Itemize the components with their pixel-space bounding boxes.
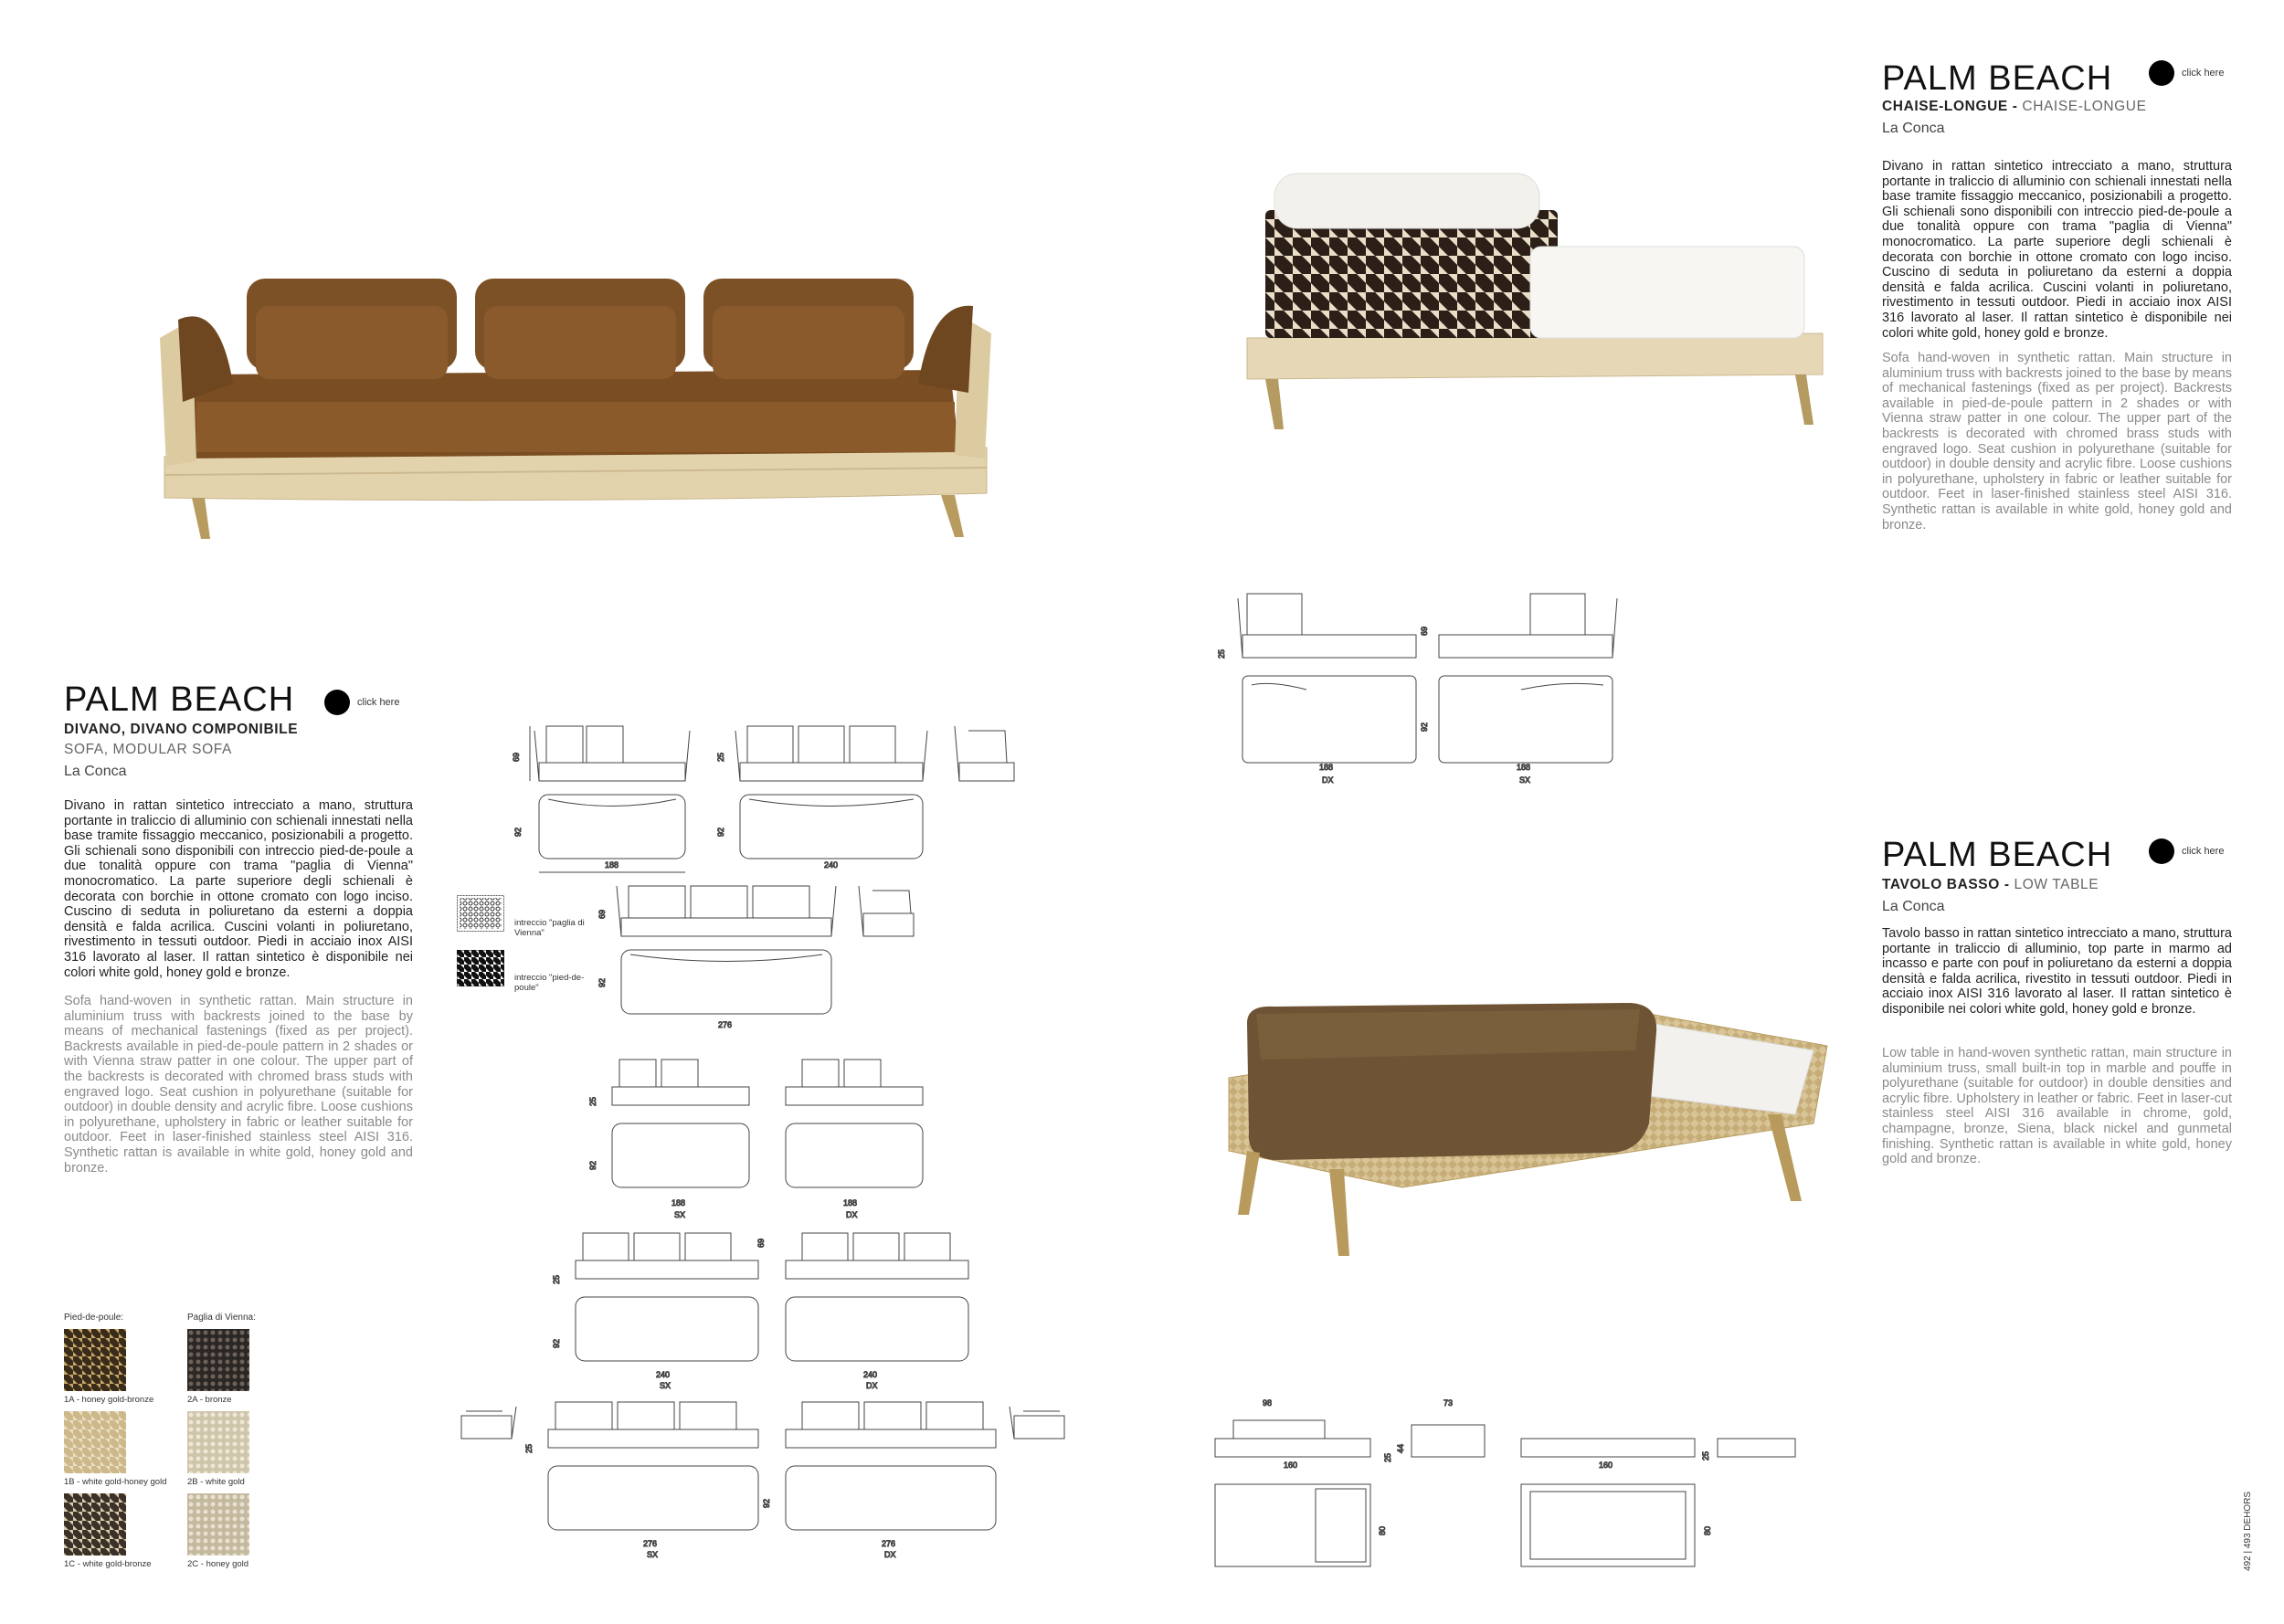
drawing-188-sx [612,1060,749,1187]
weave-pied-label: intreccio "pied-de-poule" [514,973,585,993]
dim-25-b: 25 [588,1096,597,1106]
dim-188-c: 188 [843,1198,858,1207]
sofa-click-label: click here [357,697,400,708]
dim-25-c: 25 [552,1274,561,1284]
drawing-chaise-dx-plan [1242,676,1416,763]
drawing-276-sx [548,1402,758,1530]
drawing-pouf-plan [1521,1484,1695,1566]
table-click-label: click here [2182,846,2225,857]
dim-188-d: 188 [1319,763,1334,772]
swatch-1c-label: 1C - white gold-bronze [64,1559,152,1569]
dim-240-a: 240 [824,860,839,870]
table-click-here-link[interactable] [2149,838,2224,864]
drawing-table-side [1412,1425,1485,1457]
drawing-table-front [1215,1420,1370,1457]
table-subtitle [1882,877,2099,893]
drawing-240-sx [576,1233,758,1361]
swatch-1b-label: 1B - white gold-honey gold [64,1477,167,1487]
dim-240-b: 240 [656,1370,671,1379]
cap-dx-c: DX [884,1550,896,1559]
drawing-240-plan [740,795,923,859]
drawing-188-front [530,726,690,781]
cap-dx-b: DX [866,1381,878,1390]
dim-92-d: 92 [588,1160,597,1170]
chaise-subtitle-en: CHAISE-LONGUE [2022,99,2147,114]
table-technical-drawings [1197,1393,1800,1576]
weave-vienna-label: intreccio "paglia di Vienna" [514,918,585,938]
dim-276-b: 276 [643,1539,658,1548]
dim-188-b: 188 [671,1198,686,1207]
dim-25-d: 25 [524,1443,534,1453]
dim-69-c: 69 [756,1238,766,1248]
drawing-pouf-side [1718,1439,1795,1457]
drawing-module2-front [859,886,914,936]
swatch-2a [187,1329,249,1396]
swatch-1a [64,1329,126,1396]
swatch-2c [187,1493,249,1560]
dim-92-g: 92 [1420,722,1429,732]
dim-25-a: 25 [716,752,725,762]
dim-44: 44 [1396,1443,1405,1453]
sofa-click-dot-icon [324,690,350,715]
dim-92-f: 92 [762,1498,771,1508]
swatch-2b [187,1411,249,1478]
dim-80-b: 80 [1703,1525,1712,1535]
drawing-module-left [461,1407,516,1439]
table-description-en: Low table in hand-woven synthetic rattan, main structure in aluminium truss, small built-in top in marble and pouffe in polyurethane (suitable for outdoor) in double densities and acrylic fibre. Upholstery in leather or fabric. Feet in laser-cut stainless steel AISI 316 available in chrome, gold, champagne, bronze, Siena, black nickel and gunmetal finishing. Synthetic rattan is available in white gold, honey gold and bronze. [1882,1046,2232,1167]
swatch-header-pied: Pied-de-poule: [64,1313,124,1323]
dim-276-c: 276 [882,1539,896,1548]
dim-98: 98 [1263,1398,1273,1408]
dim-25-f: 25 [1383,1452,1392,1462]
drawing-table-plan [1215,1484,1370,1566]
dim-73: 73 [1443,1398,1454,1408]
chaise-technical-drawings [1206,580,1626,799]
drawing-276-dx [786,1402,996,1530]
sofa-brand: La Conca [64,764,127,779]
chaise-title: PALM BEACH [1882,59,2113,98]
dim-92-e: 92 [552,1338,561,1348]
sofa-subtitle-it: DIVANO, DIVANO COMPONIBILE [64,722,299,737]
dim-92-c: 92 [597,977,607,987]
drawing-276-plan [621,950,831,1014]
dim-25-g: 25 [1701,1450,1710,1461]
cap-sx-c: SX [647,1550,659,1559]
table-title: PALM BEACH [1882,836,2113,874]
swatch-2a-label: 2A - bronze [187,1395,232,1405]
dim-92-a: 92 [513,827,523,837]
table-click-dot-icon [2149,838,2174,864]
drawing-chaise-dx-front [1238,594,1416,658]
table-brand: La Conca [1882,899,1945,914]
sofa-description-it: Divano in rattan sintetico intrecciato a mano, struttura portante in traliccio di alluminio con schienali innestati nella base tramite fissaggio meccanico, posizionabili a progetto. Gli schienali sono disponibili con intreccio pied-de-poule a due tonalità oppure con trama "paglia di Vienna" monocromatico. La parte superiore degli schienali è decorata con borchie in ottone cromato con logo inciso. Cuscino di seduta in poliuretano da esterni a doppia densità e falda acrilica. Cuscini volanti in poliuretano, rivestimento in tessuti outdoor. Piedi in acciaio inox AISI 316 lavorato al laser. Il rattan sintetico è disponibile nei colori white gold, honey gold e bronze. [64,798,413,980]
chaise-click-here-link[interactable] [2149,60,2224,86]
sofa-photo [146,265,1005,548]
chaise-click-label: click here [2182,68,2225,79]
chaise-brand: La Conca [1882,121,1945,136]
chaise-click-dot-icon [2149,60,2174,86]
dim-188-a: 188 [605,860,619,870]
drawing-module-right [1010,1407,1064,1439]
swatch-1c [64,1493,126,1560]
sofa-technical-drawings [448,712,1142,1571]
drawing-240-front [735,726,927,781]
swatch-1b [64,1411,126,1478]
chaise-subtitle [1882,99,2147,115]
cap-sx-d: SX [1519,775,1531,785]
dim-69-a: 69 [512,752,521,762]
cap-sx-a: SX [674,1210,686,1219]
table-subtitle-en: LOW TABLE [2014,877,2099,892]
dim-80-a: 80 [1378,1525,1387,1535]
cap-sx-b: SX [660,1381,671,1390]
swatch-1a-label: 1A - honey gold-bronze [64,1395,154,1405]
drawing-chaise-sx-front [1439,594,1617,658]
table-subtitle-it: TAVOLO BASSO - [1882,877,2014,892]
dim-69-b: 69 [597,909,607,919]
sofa-title: PALM BEACH [64,680,295,719]
dim-92-b: 92 [716,827,725,837]
chaise-subtitle-it: CHAISE-LONGUE - [1882,99,2023,114]
chaise-description-en: Sofa hand-woven in synthetic rattan. Main structure in aluminium truss with backrests joined to the base by means of mechanical fastenings (fixed as per project). Backrests available in pied-de-poule pattern in 2 shades or with Vienna straw patter in one colour. The upper part of the backrests is decorated with chromed brass studs with engraved logo. Seat cushion in polyurethane (suitable for outdoor) in double density and acrylic fibre. Loose cushions in polyurethane, upholstery in fabric or leather suitable for outdoor. Feet in laser-finished stainless steel AISI 316. Synthetic rattan is available in white gold, honey gold and bronze. [1882,351,2232,533]
drawing-pouf-front [1521,1439,1695,1457]
dim-25-e: 25 [1217,649,1226,659]
drawing-188-dx [786,1060,923,1187]
cap-dx-a: DX [846,1210,858,1219]
chaise-photo [1238,146,1836,438]
chaise-description-it: Divano in rattan sintetico intrecciato a mano, struttura portante in traliccio di alluminio con schienali innestati nella base tramite fissaggio meccanico, posizionabili a progetto. Gli schienali sono disponibili con intreccio pied-de-poule a due tonalità oppure con trama "paglia di Vienna" monocromatico. La parte superiore degli schienali è decorata con borchie in ottone cromato con logo inciso. Cuscino di seduta in poliuretano da esterni a doppia densità e falda acrilica. Cuscini volanti in poliuretano, rivestimento in tessuti outdoor. Piedi in acciaio inox AISI 316 lavorato al laser. Il rattan sintetico è disponibile nei colori white gold, honey gold e bronze. [1882,159,2232,341]
dim-240-c: 240 [863,1370,878,1379]
table-description-it: Tavolo basso in rattan sintetico intrecciato a mano, struttura portante in traliccio di alluminio, top parte in marmo ad incasso e parte con pouf in poliuretano da esterni a doppia densità e falda acrilica, rivestito in tessuti outdoor. Piedi in acciaio inox AISI 316 lavorato al laser. Il rattan sintetico è disponibile nei colori white gold, honey gold e bronze. [1882,926,2232,1017]
drawing-module-front [955,726,1014,781]
drawing-276-front [617,886,836,936]
sofa-description-en: Sofa hand-woven in synthetic rattan. Main structure in aluminium truss with backrests joined to the base by means of mechanical fastenings (fixed as per project). Backrests available in pied-de-poule pattern in 2 shades or with Vienna straw patter in one colour. The upper part of the backrests is decorated with chromed brass studs with engraved logo. Seat cushion in polyurethane (suitable for outdoor) in double density and acrylic fibre. Loose cushions in polyurethane, upholstery in fabric or leather suitable for outdoor. Feet in laser-finished stainless steel AISI 316. Synthetic rattan is available in white gold, honey gold and bronze. [64,994,413,1176]
dim-160-b: 160 [1599,1461,1613,1470]
drawing-240-dx [786,1233,968,1361]
drawing-chaise-sx-plan [1439,676,1613,763]
dim-69-d: 69 [1420,626,1429,636]
cap-dx-d: DX [1322,775,1334,785]
sofa-click-here-link[interactable] [324,690,399,715]
table-photo [1220,996,1841,1260]
dim-188-e: 188 [1517,763,1531,772]
swatch-2b-label: 2B - white gold [187,1477,245,1487]
dim-276-a: 276 [718,1020,733,1029]
swatch-header-vienna: Paglia di Vienna: [187,1313,256,1323]
dim-160-a: 160 [1284,1461,1298,1470]
sofa-subtitle-en: SOFA, MODULAR SOFA [64,742,232,757]
swatch-2c-label: 2C - honey gold [187,1559,249,1569]
page-folio: 492 | 493 DEHORS [2243,1491,2253,1571]
